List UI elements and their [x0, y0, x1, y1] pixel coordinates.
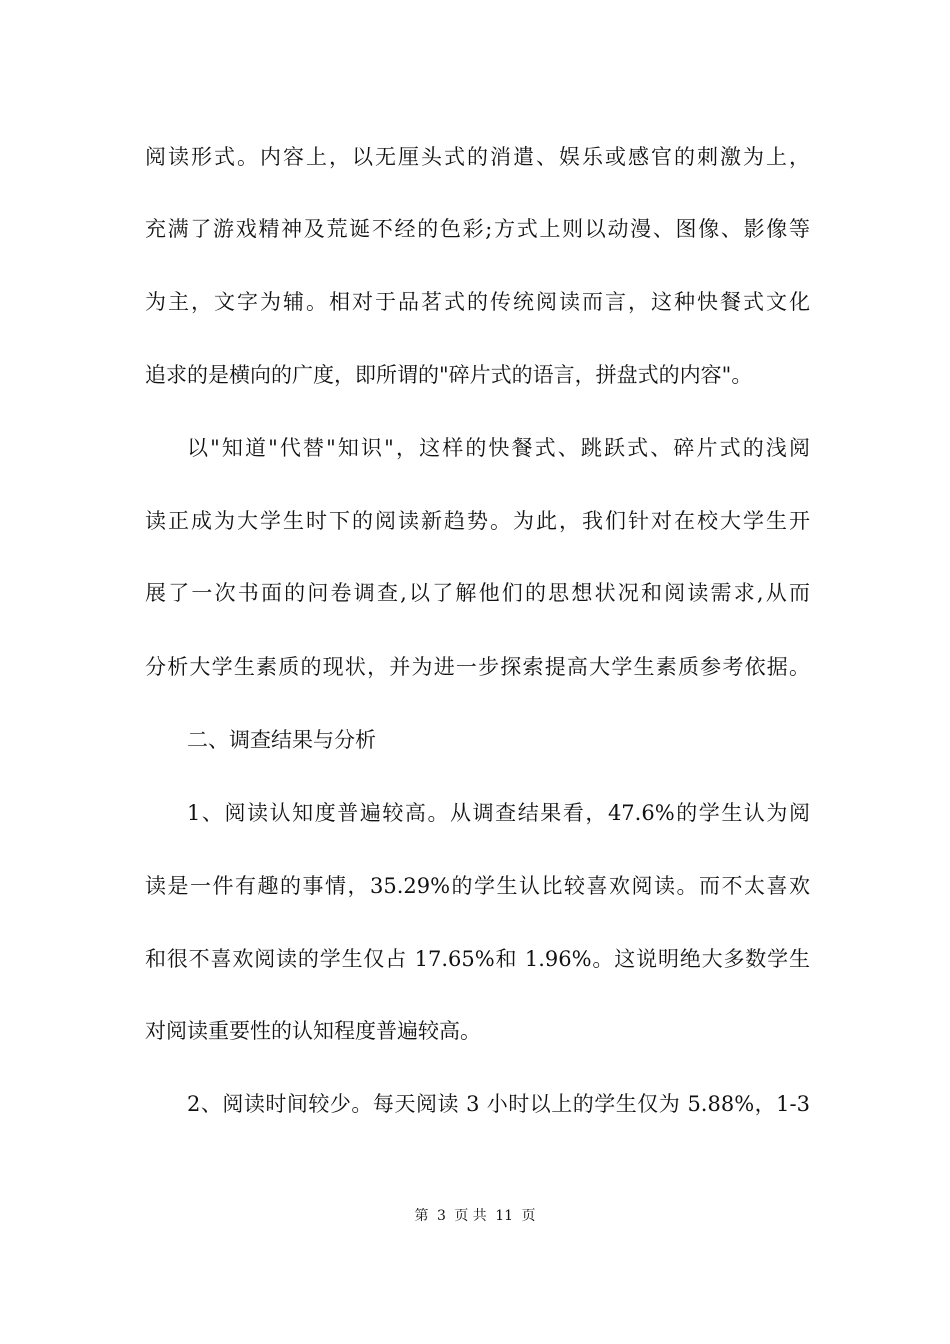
- footer-current-page: 3: [436, 1208, 446, 1224]
- text-line-3: 为主，文字为辅。相对于品茗式的传统阅读而言，这种快餐式文化: [145, 290, 810, 314]
- text-line-5: 以"知道"代替"知识"，这样的快餐式、跳跃式、碎片式的浅阅: [187, 436, 810, 460]
- footer-mid: 页 共: [454, 1208, 487, 1224]
- page-footer: [0, 1206, 950, 1226]
- text-line-2: 充满了游戏精神及荒诞不经的色彩;方式上则以动漫、图像、影像等: [145, 217, 810, 241]
- text-line-8: 分析大学生素质的现状，并为进一步探索提高大学生素质参考依据。: [145, 655, 810, 679]
- text-line-4: 追求的是横向的广度，即所谓的"碎片式的语言，拼盘式的内容"。: [145, 363, 753, 387]
- text-line-11: 读是一件有趣的事情，35.29%的学生认比较喜欢阅读。而不太喜欢: [145, 874, 810, 898]
- text-line-10: 1、阅读认知度普遍较高。从调查结果看，47.6%的学生认为阅: [187, 801, 810, 825]
- text-line-13: 对阅读重要性的认知程度普遍较高。: [145, 1019, 481, 1043]
- footer-suffix: 页: [521, 1208, 536, 1224]
- text-line-7: 展了一次书面的问卷调查,以了解他们的思想状况和阅读需求,从而: [145, 581, 810, 605]
- footer-prefix: 第: [414, 1208, 429, 1224]
- text-line-12: 和很不喜欢阅读的学生仅占 17.65%和 1.96%。这说明绝大多数学生: [145, 947, 810, 971]
- footer-total-pages: 11: [495, 1208, 514, 1224]
- text-line-1: 阅读形式。内容上，以无厘头式的消遣、娱乐或感官的刺激为上，: [145, 145, 810, 169]
- text-line-6: 读正成为大学生时下的阅读新趋势。为此，我们针对在校大学生开: [145, 509, 810, 533]
- text-line-14: 2、阅读时间较少。每天阅读 3 小时以上的学生仅为 5.88%，1-3: [187, 1092, 810, 1116]
- section-heading: 二、调查结果与分析: [187, 728, 376, 752]
